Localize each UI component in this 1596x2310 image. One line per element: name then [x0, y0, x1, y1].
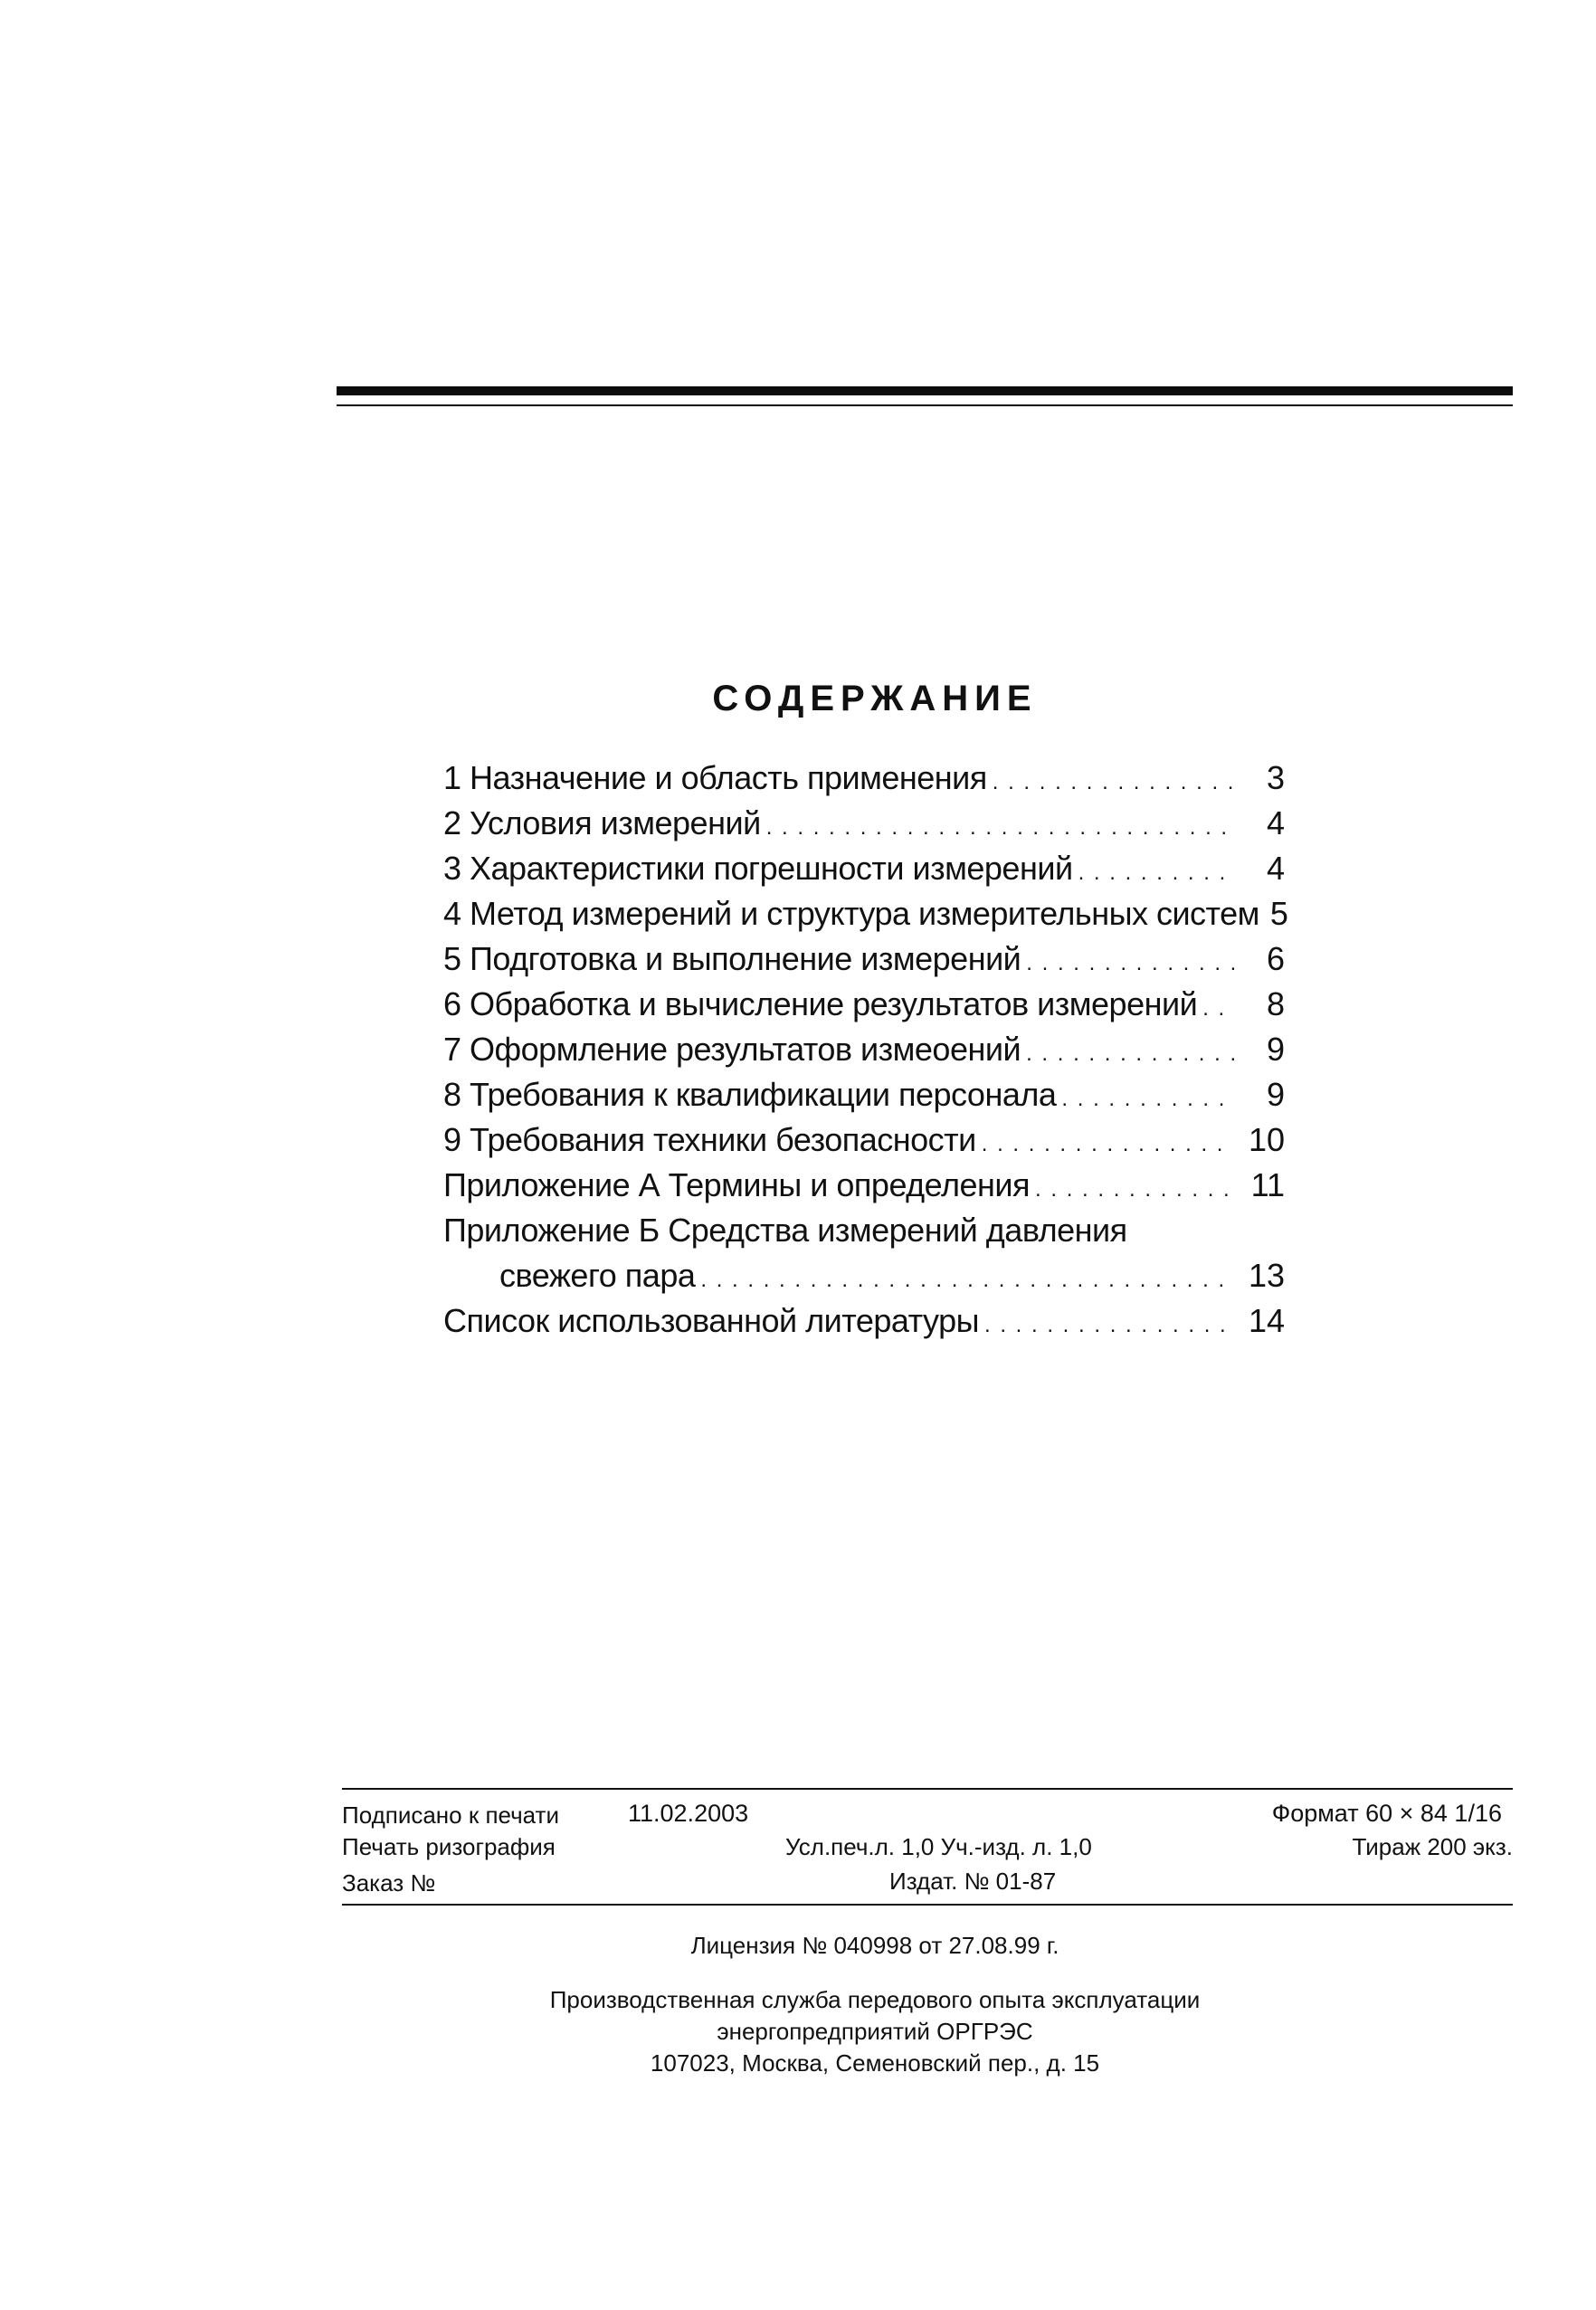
toc-leader-dots	[766, 805, 1234, 851]
toc-leader-dots	[1026, 941, 1234, 986]
toc-entry-page: 10	[1248, 1121, 1285, 1158]
toc-leader-dots	[993, 760, 1234, 805]
toc-entry[interactable]	[443, 801, 1285, 846]
toc-entry[interactable]	[443, 982, 1285, 1027]
toc-entry-page: 3	[1266, 759, 1285, 796]
toc-entry-page: 14	[1248, 1302, 1285, 1339]
toc-entry-label: 2 Условия измерений	[443, 804, 761, 841]
toc-entry-page: 9	[1266, 1076, 1285, 1113]
publisher-number: Издат. № 01-87	[889, 1868, 1057, 1895]
toc-leader-dots	[700, 1258, 1234, 1303]
toc-entry-label: 4 Метод измерений и структура измерительных систем	[443, 895, 1259, 932]
toc-entry[interactable]	[443, 1208, 1285, 1253]
imprint-bottom-rule	[342, 1904, 1513, 1906]
toc-entry-page: 4	[1266, 804, 1285, 841]
toc-entry-page: 5	[1269, 895, 1288, 932]
toc-entry-page: 13	[1248, 1257, 1285, 1294]
toc-entry-label: 8 Требования к квалификации персонала	[443, 1076, 1057, 1113]
toc-entry-page: 4	[1266, 850, 1285, 887]
toc-entry[interactable]	[443, 1163, 1285, 1208]
table-of-contents	[443, 756, 1288, 1344]
toc-leader-dots	[982, 1122, 1234, 1167]
toc-title: СОДЕРЖАНИЕ	[712, 679, 1038, 718]
license-line: Лицензия № 040998 от 27.08.99 г.	[690, 1932, 1059, 1959]
toc-entry[interactable]	[443, 756, 1285, 801]
order-number: Заказ №	[342, 1869, 436, 1896]
toc-entry[interactable]	[443, 891, 1288, 936]
toc-entry[interactable]	[443, 846, 1285, 891]
toc-entry-label: Приложение Б Средства измерений давления	[443, 1212, 1127, 1249]
toc-entry-page: 11	[1250, 1166, 1285, 1203]
toc-entry-label: 1 Назначение и область применения	[443, 759, 987, 796]
toc-entry[interactable]	[443, 1117, 1285, 1163]
toc-leader-dots	[1061, 1077, 1234, 1122]
imprint-top-rule	[342, 1788, 1513, 1790]
toc-entry-label: 3 Характеристики погрешности измерений	[443, 850, 1073, 887]
toc-entry-page: 6	[1266, 940, 1285, 977]
toc-leader-dots	[1026, 1031, 1234, 1077]
toc-entry-label: Приложение А Термины и определения	[443, 1166, 1031, 1203]
paper-format: Формат 60 × 84 1/16	[1271, 1800, 1502, 1827]
toc-entry[interactable]	[443, 1253, 1285, 1298]
toc-entry[interactable]	[443, 936, 1285, 982]
toc-entry-label: 7 Оформление результатов измеоений	[443, 1031, 1021, 1068]
toc-entry-label: 9 Требования техники безопасности	[443, 1121, 976, 1158]
circulation: Тираж 200 экз.	[1352, 1833, 1513, 1860]
toc-leader-dots	[1035, 1167, 1234, 1212]
toc-entry-label: Список использованной литературы	[443, 1302, 979, 1339]
signed-date: 11.02.2003	[628, 1800, 749, 1827]
address-line: 107023, Москва, Семеновский пер., д. 15	[650, 2049, 1100, 2077]
toc-entry-page: 8	[1266, 985, 1285, 1022]
toc-entry[interactable]	[443, 1027, 1285, 1072]
signed-label: Подписано к печати	[342, 1801, 559, 1829]
toc-leader-dots	[1202, 986, 1234, 1031]
sheets-info: Усл.печ.л. 1,0 Уч.-изд. л. 1,0	[785, 1833, 1092, 1860]
toc-entry[interactable]	[443, 1298, 1285, 1344]
toc-leader-dots	[1078, 851, 1234, 896]
toc-entry-label: 5 Подготовка и выполнение измерений	[443, 940, 1021, 977]
top-rule-thick	[337, 386, 1513, 395]
organization-line-1: Производственная служба передового опыта эксплуатации	[549, 1986, 1201, 2013]
toc-leader-dots	[984, 1303, 1234, 1348]
toc-entry[interactable]	[443, 1072, 1285, 1117]
print-type: Печать ризография	[342, 1833, 556, 1860]
top-rule-thin	[337, 404, 1513, 406]
toc-entry-page: 9	[1266, 1031, 1285, 1068]
toc-entry-label: 6 Обработка и вычисление результатов измерений	[443, 985, 1198, 1022]
toc-entry-label: свежего пара	[499, 1257, 696, 1294]
organization-line-2: энергопредприятий ОРГРЭС	[717, 2018, 1033, 2045]
